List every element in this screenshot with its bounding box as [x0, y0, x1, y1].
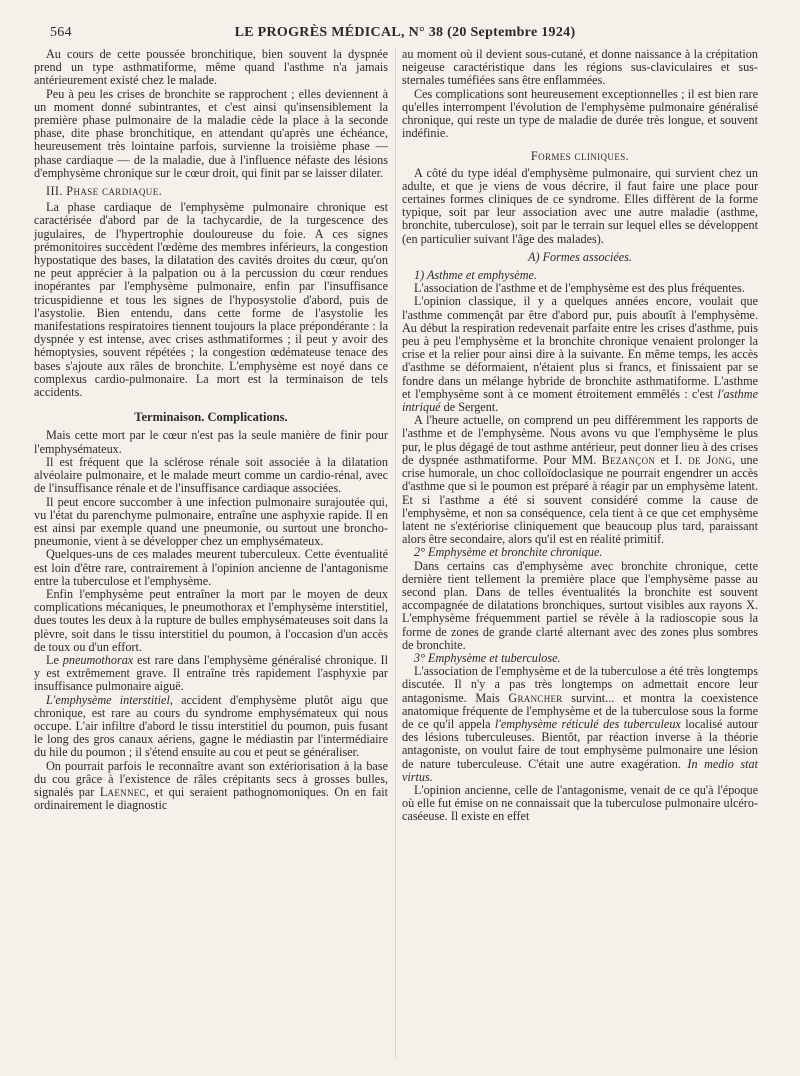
column-divider — [395, 48, 396, 1058]
running-title: LE PROGRÈS MÉDICAL, N° 38 (20 Septembre 1924) — [234, 25, 576, 40]
paragraph: L'association de l'asthme et de l'emphysème est des plus fréquentes. — [414, 281, 745, 296]
section-heading: Terminaison. Complications. — [134, 410, 288, 425]
text-run: localisé autour des lésions tuberculeuses. Bientôt, par réaction inverse à la théorie antagoniste, on voulut faire de tout emphysème pulmonaire une lésion de nature tuberculeuse. C'était une autre exagération. — [402, 716, 758, 771]
author-name: Bezançon — [601, 452, 656, 467]
text-run: de Sergent. — [440, 400, 499, 415]
paragraph — [34, 694, 388, 760]
paragraph: Dans certains cas d'emphysème avec bronchite chronique, cette dernière tient tellement la première place que l'emphysème passe au second plan. Dans de telles éventualités la bronchite est souvent accompagnée de dilatations bronchiques, surtout visibles aux rayons X. L'emphysème fréquemment partiel se révèle à la radioscopie sous la forme de zones de grande clarté alternant avec des zones plus sombres de bronchite. — [402, 558, 758, 652]
paragraph: Mais cette mort par le cœur n'est pas la seule manière de finir pour l'emphysémateux. — [34, 428, 388, 456]
paragraph — [402, 295, 758, 414]
paragraph: Ces complications sont heureusement exceptionnelles ; il est bien rare qu'elles interrompent l'évolution de l'emphysème pulmonaire généralisé chronique, qui reste un type de maladie de durée très longue, et souvent indéfinie. — [402, 86, 758, 141]
right-column — [402, 48, 758, 824]
italic-term: l'emphysème réticulé des tuberculeux — [494, 716, 681, 731]
author-name: Grancher — [508, 690, 563, 705]
paragraph — [402, 665, 758, 784]
author-name: I. de Jong — [674, 452, 732, 467]
paragraph — [34, 760, 388, 813]
paragraph: La phase cardiaque de l'emphysème pulmonaire chronique est caractérisée d'abord par de la tachycardie, de la turgescence des jugulaires, de l'hypertrophie douloureuse du foie. A ces signes prémonitoires succèdent l'œdème des membres inférieurs, la congestion hypostatique des bases, la dilatation des cavités droites du cœur, qu'on ne peut apprécier à la palpation ou à la percussion du cœur rendues inopérantes par l'emphysème pulmonaire, enfin par l'insuffisance tricuspidienne et tous les signes de l'hyposystolie d'abord, puis de l'asystolie. Bien entendu, dans cette forme de l'asystolie les manifestations respiratoires tiennent toujours la place prépondérante : la dyspnée y est intense, avec crises asthmatiformes ; il peut y avoir des hémoptysies, souvent répétées ; la congestion œdémateuse tenace des bases s'ajoute aux râles de bronchite. L'emphysème est noyé dans ce complexus cardio-pulmonaire. La mort est la terminaison de tels accidents. — [34, 200, 388, 400]
left-column — [34, 48, 388, 812]
section-heading: III. Phase cardiaque. — [46, 184, 163, 199]
paragraph — [34, 654, 388, 694]
text-run: et — [655, 452, 675, 467]
text-run: , accident d'emphysème plutôt aigu que chronique, est rare au cours du syndrome emphysémateux qui nous occupe. L'air infiltre d'abord le tissu interstitiel du poumon, puis fusant le long des gros canaux aériens, gagne le médiastin par l'intermédiaire du hile du poumon ; il s'étend ensuite au cou et peut se généraliser. — [34, 692, 388, 760]
text-run: , et qui seraient pathognomoniques. On en fait ordinairement le diagnostic — [34, 784, 389, 813]
subsection-heading: 3° Emphysème et tuberculose. — [414, 650, 561, 665]
page-header — [50, 22, 760, 44]
paragraph: A côté du type idéal d'emphysème pulmonaire, qui survient chez un adulte, et que je viens de vous décrire, il faut faire une place pour certaines formes cliniques de ce syndrome. Elles diffèrent de la forme typique, soit par leur association avec une autre maladie (asthme, bronchite, tuberculose), soit par le terrain sur lequel elles se développent (en particulier suivant l'âge des malades). — [402, 165, 758, 246]
text-run: L'association de l'emphysème et de la tuberculose a été très longtemps discutée. Il n'y a pas très longtemps on admettait encore leur antagonisme. Mais — [402, 664, 758, 705]
italic-term: l'asthme intriqué — [402, 386, 758, 415]
subsection-heading: 2° Emphysème et bronchite chronique. — [414, 545, 603, 560]
text-run: , une crise humorale, un choc colloïdoclasique ne pourrait engendrer un accès d'asthme que si le poumon est préparé à réagir par un emphysème latent. Et si l'asthme a été si souvent considéré comme la cause de l'emphysème, et non sa conséquence, cela tient à ce que cet emphysème latent ne s'extériorise cliniquement que beaucoup plus tard, paraissant alors être secondaire, alors qu'il est en réalité primitif. — [402, 452, 758, 547]
paragraph: Enfin l'emphysème peut entraîner la mort par le moyen de deux complications mécaniques, le pneumothorax et l'emphysème interstitiel, dues toutes les deux à la rupture de bulles emphysémateuses soit dans la plèvre, soit dans le tissu interstitiel du poumon, à l'occasion d'un accès de toux ou d'un effort. — [34, 586, 388, 654]
paragraph: Il est fréquent que la sclérose rénale soit associée à la dilatation alvéolaire pulmonaire, et le malade meurt comme un cardio-rénal, avec de l'insuffisance rénale et de l'insuffisance cardiaque associées. — [34, 454, 388, 496]
paragraph: Quelques-uns de ces malades meurent tuberculeux. Cette éventualité est loin d'être rare, contrairement à l'opinion ancienne de l'antagonisme entre la tuberculose et l'emphysème. — [34, 547, 388, 588]
page-number: 564 — [50, 25, 72, 40]
subsection-heading: 1) Asthme et emphysème. — [414, 268, 537, 283]
text-run: A l'heure actuelle, on comprend un peu différemment les rapports de l'asthme et de l'emphysème. Nous avons vu que l'emphysème le plus pur, le plus dégagé de tout asthme antérieur, peut donner lieu à des crises de dyspnée asthmatiforme. Pour MM. — [402, 413, 758, 467]
text-run: est rare dans l'emphysème généralisé chronique. Il y est extrêmement grave. Il entraîne très rapidement l'asphyxie par insuffisance pulmonaire aiguë. — [34, 652, 388, 694]
paragraph: au moment où il devient sous-cutané, et donne naissance à la crépitation neigeuse caractéristique dans les régions sus-claviculaires et sus-sternales tuméfiées sans être enflammées. — [402, 47, 758, 88]
section-heading: Formes cliniques. — [530, 149, 630, 164]
italic-term: L'emphysème interstitiel — [46, 692, 170, 707]
text-run: Le — [46, 652, 63, 667]
italic-term: pneumothorax — [62, 652, 134, 667]
latin-maxim: In medio stat virtus. — [402, 756, 759, 784]
text-run: survint... et montra la coexistence anatomique fréquente de l'emphysème et de la tuberculose sous la forme de ce qu'il appela — [402, 690, 758, 731]
paragraph: Il peut encore succomber à une infection pulmonaire surajoutée qui, vu l'état du parenchyme pulmonaire, entraîne une asphyxie rapide. Il en est ainsi par exemple quand une pneumonie, ou surtout une broncho-pneumonie, vient à se développer chez un emphysémateux. — [34, 494, 388, 549]
subsection-heading: A) Formes associées. — [528, 249, 632, 264]
paragraph: Au cours de cette poussée bronchitique, bien souvent la dyspnée prend un type asthmatiforme, même quand l'asthme n'a jamais antérieurement existé chez le malade. — [34, 47, 388, 88]
paragraph: L'opinion ancienne, celle de l'antagonisme, venait de ce qu'à l'époque où elle fut émise on ne connaissait que la tuberculose pulmonaire ulcéro-caséeuse. Il existe en effet — [402, 782, 758, 824]
author-name: Laennec — [99, 784, 146, 799]
text-run: On pourrait parfois le reconnaître avant son extériorisation à la base du cou grâce à l'existence de râles crépitants secs à grosses bulles, signalés par — [34, 758, 388, 799]
spacer — [402, 140, 758, 145]
text-run: L'opinion classique, il y a quelques années encore, voulait que l'asthme commençât par être d'abord pur, puis aboutît à l'emphysème. Au début la respiration redevenait parfaite entre les crises d'asthme, puis peu à peu l'emphysème et la bronchite chronique venaient prolonger la crise et la relier pour ainsi dire à la suivante. En même temps, les accès d'asthme se déformaient, n'étaient plus si francs, et finissaient par se fondre dans un mélange hybride de bronchite asthmatiforme. L'asthme et l'emphysème sont à ce moment étroitement emmêlés : c'est — [402, 294, 758, 401]
paragraph — [402, 414, 758, 546]
paragraph: Peu à peu les crises de bronchite se rapprochent ; elles deviennent à un moment donné subintrantes, et c'est ainsi qu'insensiblement la première phase pulmonaire de la maladie cède la place à la seconde phase, dite phase bronchitique, en attendant qu'après une échéance, heureusement très lointaine parfois, survienne la troisième phase — phase cardiaque — de la maladie, due à l'influence néfaste des lésions d'emphysème chronique sur le cœur droit, qui finit par se laisser dilater. — [34, 86, 388, 180]
